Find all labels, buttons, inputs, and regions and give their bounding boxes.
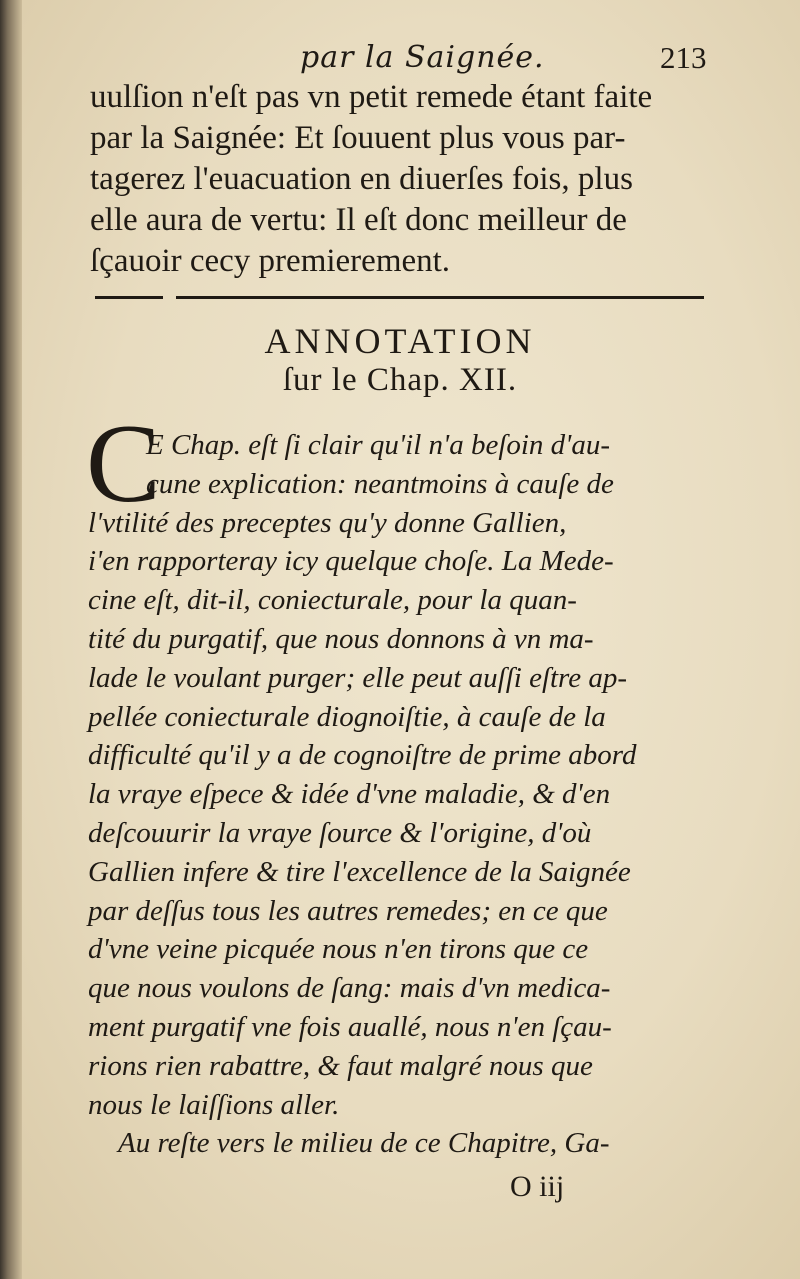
annotation-body (88, 426, 637, 1163)
divider-rule-short (95, 296, 163, 299)
text-line: la vraye eſpece & idée d'vne maladie, & d'en (88, 778, 611, 811)
text-line: ment purgatif vne fois auallé, nous n'en ſçau- (88, 1010, 612, 1043)
signature-mark: O iij (510, 1170, 565, 1203)
text-line: deſcouurir la vraye ſource & l'origine, d'où (88, 816, 592, 849)
text-line: nous le laiſſions aller. (88, 1088, 340, 1121)
text-line: rions rien rabattre, & faut malgré nous que (88, 1049, 593, 1082)
text-line: E Chap. eſt ſi clair qu'il n'a beſoin d'au- (146, 429, 611, 461)
divider-rule-long (176, 296, 704, 299)
text-line: difficulté qu'il y a de cognoiſtre de prime abord (88, 739, 637, 772)
text-line: i'en rapporteray icy quelque choſe. La Mede- (88, 545, 614, 578)
text-line: Au reſte vers le milieu de ce Chapitre, Ga- (118, 1127, 610, 1160)
page-number: 213 (660, 40, 707, 75)
text-line: par la Saignée: Et ſouuent plus vous par- (90, 120, 626, 156)
continuation-paragraph (90, 77, 652, 282)
text-line: l'vtilité des preceptes qu'y donne Gallien, (88, 506, 567, 539)
text-line: tagerez l'euacuation en diuerſes fois, plus (90, 161, 633, 197)
text-line: uulſion n'eſt pas vn petit remede étant faite (90, 79, 653, 115)
section-heading: ANNOTATION (264, 321, 536, 361)
text-line: pellée coniecturale diognoiſtie, à cauſe de la (88, 700, 606, 733)
text-line: d'vne veine picquée nous n'en tirons que ce (88, 933, 589, 966)
drop-cap: C (86, 402, 161, 526)
text-line: par deſſus tous les autres remedes; en ce que (88, 894, 608, 927)
text-line: lade le voulant purger; elle peut auſſi eſtre ap- (88, 661, 628, 694)
text-line: que nous voulons de ſang: mais d'vn medica- (88, 972, 611, 1005)
running-title: par la Saignée. (300, 40, 545, 75)
text-line: ſçauoir cecy premierement. (90, 243, 451, 279)
text-line: cine eſt, dit-il, coniecturale, pour la quan- (88, 584, 577, 617)
text-line: tité du purgatif, que nous donnons à vn ma- (88, 622, 594, 655)
section-subheading: ſur le Chap. XII. (282, 362, 518, 398)
binding-gutter (0, 0, 22, 1279)
text-line: elle aura de vertu: Il eſt donc meilleur de (90, 202, 627, 238)
text-line: cune explication: neantmoins à cauſe de (146, 467, 614, 500)
text-line: Gallien infere & tire l'excellence de la Saignée (88, 855, 631, 888)
